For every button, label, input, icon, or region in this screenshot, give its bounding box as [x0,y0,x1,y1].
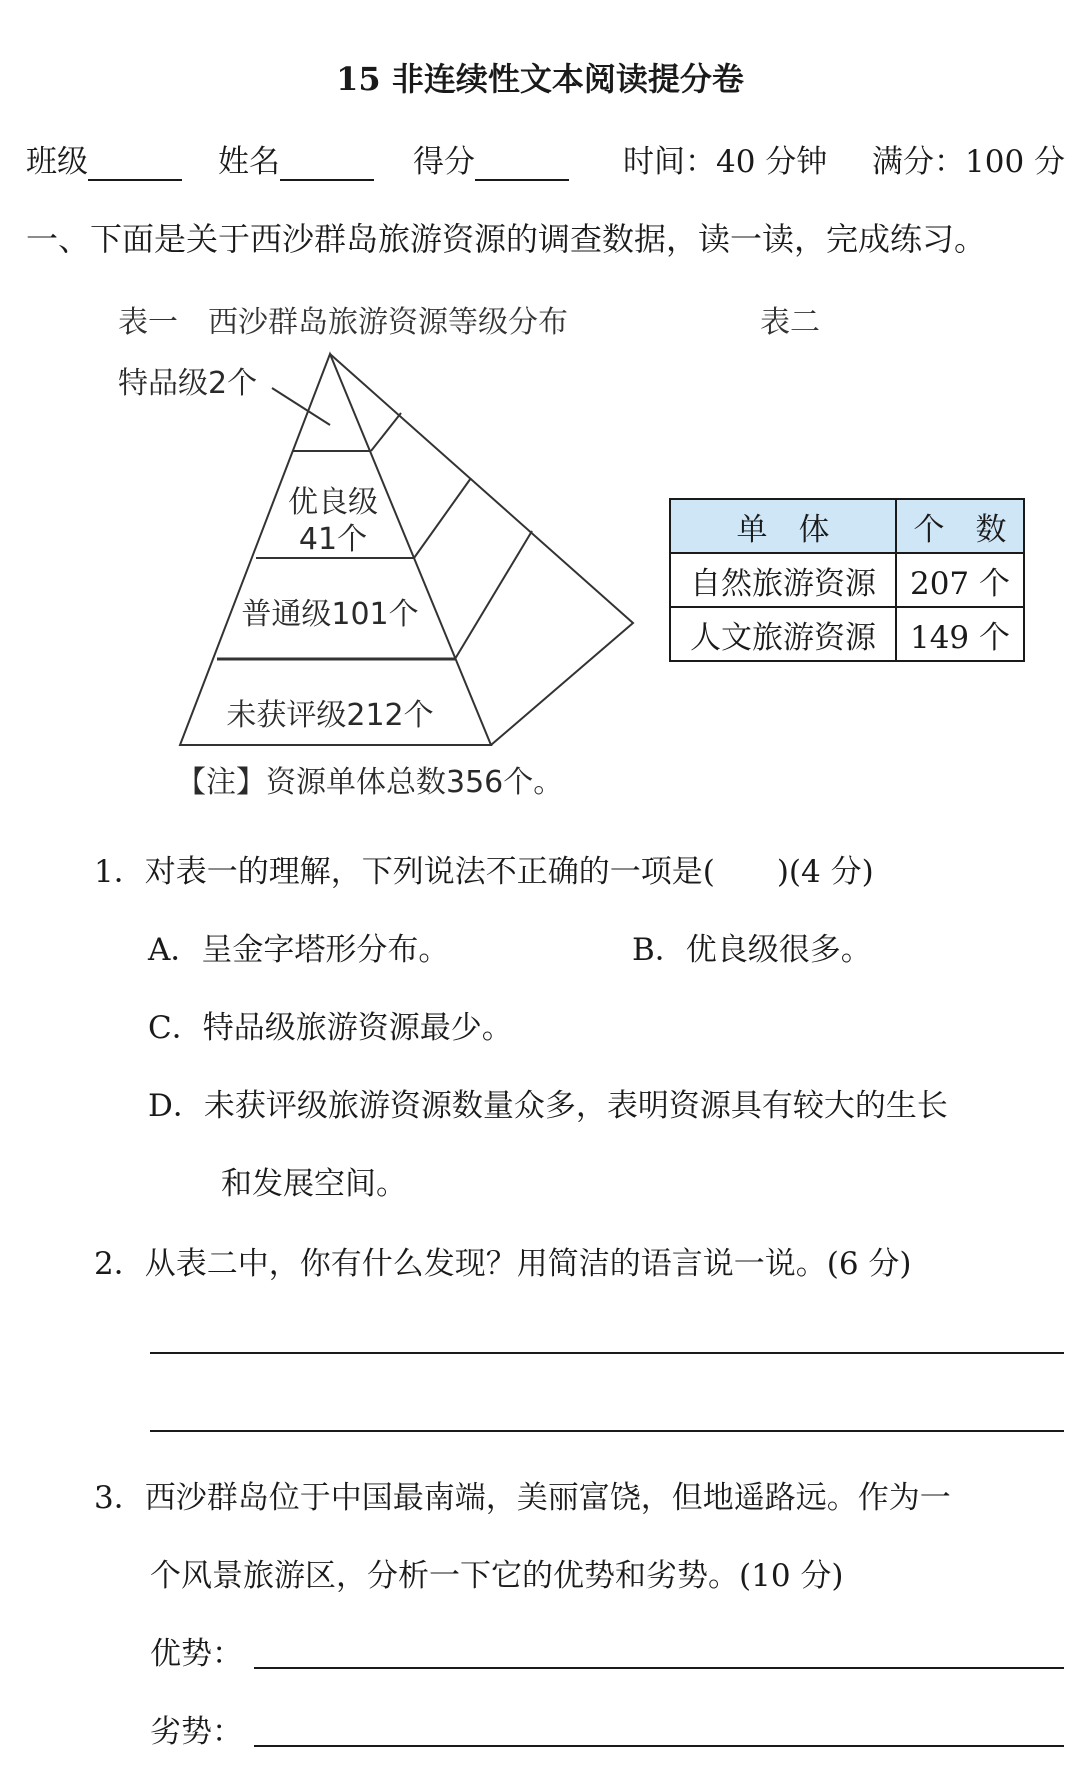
table1-caption: 表一 西沙群岛旅游资源等级分布 [118,305,568,340]
level-normal-label: 普通级101个 [241,597,419,632]
section-heading: 一、下面是关于西沙群岛旅游资源的调查数据，读一读，完成练习。 [26,220,987,258]
level-top-label: 特品级2个 [118,366,258,401]
answer-line-advantage[interactable] [254,1667,1064,1669]
question-1-option-c: C．特品级旅游资源最少。 [148,1010,513,1046]
answer-line-q2-1[interactable] [150,1352,1064,1354]
question-1-option-a: A．呈金字塔形分布。 [148,932,450,968]
question-1-option-b: B．优良级很多。 [632,932,872,968]
page-title: 15 非连续性文本阅读提分卷 [336,60,744,98]
leader-line [272,388,330,425]
level-unrated-label: 未获评级212个 [226,698,434,733]
table2-cell: 149 个 [896,607,1024,661]
table2-cell: 自然旅游资源 [670,553,896,607]
full-score-info: 满分：100 分 [872,144,1066,180]
answer-line-disadvantage[interactable] [254,1745,1064,1747]
question-1-stem: 1．对表一的理解，下列说法不正确的一项是( )(4 分) [94,854,874,890]
pyramid-chart [0,0,1080,800]
disadvantage-label: 劣势： [150,1714,243,1750]
table2-cell: 人文旅游资源 [670,607,896,661]
table2 [669,498,1025,662]
name-label: 姓名 [218,144,280,180]
table-row [670,553,1024,607]
pyramid-side-face [330,354,633,745]
score-label: 得分 [413,144,475,180]
question-1-option-d-cont: 和发展空间。 [221,1166,407,1202]
table2-header-row [670,499,1024,553]
question-3-stem-cont: 个风景旅游区，分析一下它的优势和劣势。(10 分) [150,1558,844,1594]
time-info: 时间：40 分钟 [623,144,828,180]
class-label: 班级 [26,144,88,180]
level-good-label: 优良级 [288,485,378,520]
answer-line-q2-2[interactable] [150,1430,1064,1432]
table2-header-count: 个 数 [896,499,1024,553]
question-3-stem: 3．西沙群岛位于中国最南端，美丽富饶，但地遥路远。作为一 [94,1480,951,1516]
question-1-option-d: D．未获评级旅游资源数量众多，表明资源具有较大的生长 [148,1088,948,1124]
table2-cell: 207 个 [896,553,1024,607]
level-good-count: 41个 [298,522,368,557]
table2-caption: 表二 [760,305,820,340]
advantage-label: 优势： [150,1636,243,1672]
side-divider-1 [371,413,401,451]
table1-note: 【注】资源单体总数356个。 [176,765,564,800]
question-2-stem: 2．从表二中，你有什么发现？用简洁的语言说一说。(6 分) [94,1246,912,1282]
table-row [670,607,1024,661]
side-divider-2 [414,478,471,558]
side-divider-3 [455,531,532,659]
table2-header-unit: 单 体 [670,499,896,553]
